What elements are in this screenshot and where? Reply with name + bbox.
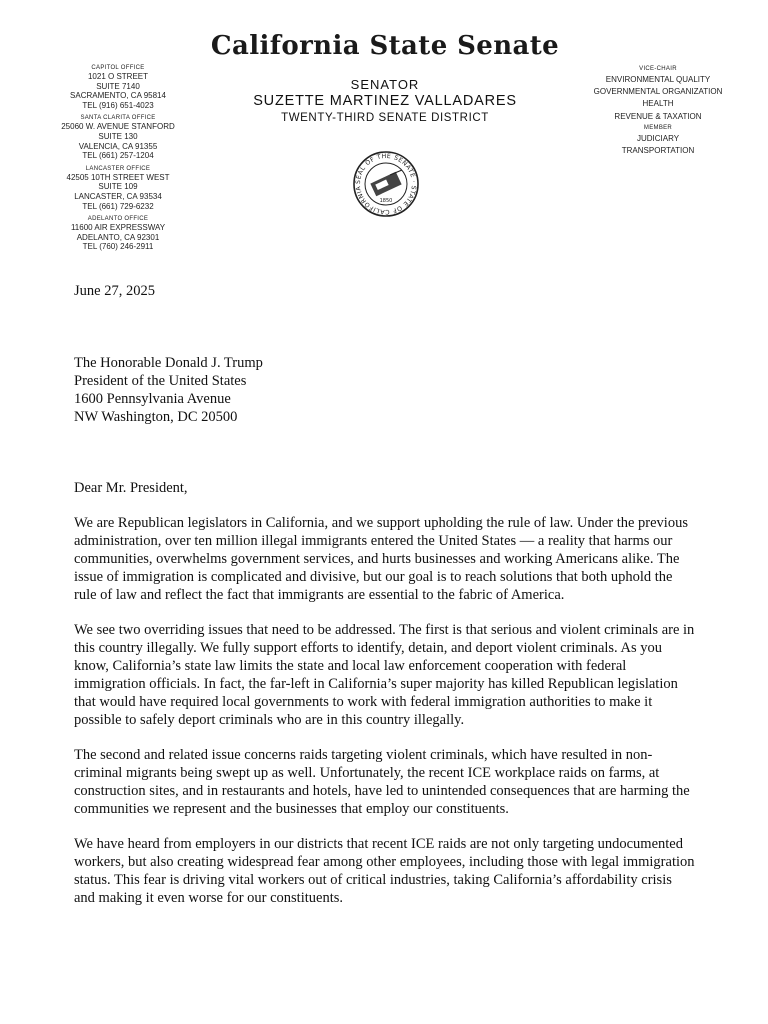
office-line: 11600 AIR EXPRESSWAY bbox=[70, 223, 166, 233]
committee-item: HEALTH bbox=[642, 99, 674, 109]
office-line: SACRAMENTO, CA 95814 bbox=[70, 91, 166, 101]
paragraph: We are Republican legislators in California, and we support upholding the rule of law. Under the previous administration, over ten million illegal immigrants entered the United States — a reality that harms our communities, overwhelms government services, and hurts businesses and working Americans alike. The issue of immigration is complicated and divisive, but our goal is to reach solutions that both uphold the rule of law and reflect the fact that immigrants are essential to the fabric of America. bbox=[74, 515, 688, 603]
office-name: SANTA CLARITA OFFICE bbox=[80, 115, 156, 122]
office-line: SUITE 130 bbox=[98, 131, 138, 141]
seal-text: SEAL OF THE SENATE · STATE OF CALIFORNIA bbox=[354, 152, 418, 216]
salutation: Dear Mr. President, bbox=[74, 480, 188, 496]
office-name: LANCASTER OFFICE bbox=[85, 165, 151, 172]
office-line: 42505 10TH STREET WEST bbox=[66, 172, 170, 182]
committee-item: GOVERNMENTAL ORGANIZATION bbox=[593, 87, 723, 97]
vice-chair-label: VICE-CHAIR bbox=[639, 66, 677, 72]
office-line: VALENCIA, CA 91355 bbox=[78, 141, 158, 151]
office-line: LANCASTER, CA 93534 bbox=[74, 191, 162, 201]
senator-name: SUZETTE MARTINEZ VALLADARES bbox=[253, 93, 517, 109]
recipient-address bbox=[74, 354, 263, 426]
office-name: CAPITOL OFFICE bbox=[91, 65, 145, 71]
member-label: MEMBER bbox=[643, 124, 673, 131]
address-line: President of the United States bbox=[74, 373, 247, 389]
letterhead bbox=[200, 30, 570, 125]
senate-title: California State Senate bbox=[210, 31, 560, 61]
committee-item: TRANSPORTATION bbox=[621, 146, 695, 156]
committee-item: JUDICIARY bbox=[636, 133, 680, 143]
committee-item: ENVIRONMENTAL QUALITY bbox=[605, 75, 711, 84]
paragraph: We have heard from employers in our districts that recent ICE raids are not only targeting undocumented workers, but also creating widespread fear among other employees, including those with legal immigration status. This fear is driving vital workers out of critical industries, taking California’s affordability crisis and making it even worse for our constituents. bbox=[74, 836, 695, 906]
office-line: SUITE 7140 bbox=[96, 81, 140, 91]
office-addresses bbox=[30, 64, 206, 256]
office-line: TEL (661) 257-1204 bbox=[82, 151, 154, 161]
office-adelanto bbox=[30, 215, 206, 252]
senate-seal bbox=[352, 150, 420, 218]
letter-date: June 27, 2025 bbox=[74, 283, 155, 299]
office-line: TEL (760) 246-2911 bbox=[82, 242, 154, 252]
office-santa-clarita bbox=[30, 114, 206, 160]
committee-list bbox=[578, 64, 738, 157]
paragraph: We see two overriding issues that need to be addressed. The first is that serious and violent criminals are in this country illegally. We fully support efforts to identify, detain, and deport violent criminals. As you know, California’s state law limits the state and local law enforcement cooperation with federal immigration officials. In fact, the far-left in California’s super majority has killed Republican legislation that would have required local governments to work with federal immigration authorities to make it possible to safely deport criminals who are in this country illegally. bbox=[74, 622, 695, 728]
office-line: TEL (661) 729-6232 bbox=[82, 201, 154, 211]
office-line: 1021 O STREET bbox=[87, 72, 149, 81]
office-line: 25060 W. AVENUE STANFORD bbox=[61, 122, 175, 132]
committee-item: REVENUE & TAXATION bbox=[614, 111, 702, 121]
senator-label: SENATOR bbox=[350, 77, 420, 92]
seal-graphic bbox=[352, 150, 420, 218]
office-name: ADELANTO OFFICE bbox=[87, 216, 149, 223]
address-line: The Honorable Donald J. Trump bbox=[74, 355, 263, 371]
paragraph: The second and related issue concerns raids targeting violent criminals, which have resulted in non-criminal migrants being swept up as well. Unfortunately, the recent ICE workplace raids on farms, at construction sites, and in restaurants and hotels, have led to unintended consequences that are harming the communities we represent and the businesses that employ our constituents. bbox=[74, 747, 690, 817]
office-line: TEL (916) 651-4023 bbox=[82, 100, 154, 110]
address-line: NW Washington, DC 20500 bbox=[74, 409, 238, 425]
seal-year: 1850 bbox=[379, 198, 393, 204]
address-line: 1600 Pennsylvania Avenue bbox=[74, 391, 231, 407]
office-line: SUITE 109 bbox=[98, 182, 138, 192]
letter-body bbox=[74, 514, 696, 924]
senate-district: TWENTY-THIRD SENATE DISTRICT bbox=[281, 112, 489, 124]
office-line: ADELANTO, CA 92301 bbox=[76, 232, 160, 242]
office-capitol bbox=[30, 64, 206, 110]
office-lancaster bbox=[30, 165, 206, 211]
